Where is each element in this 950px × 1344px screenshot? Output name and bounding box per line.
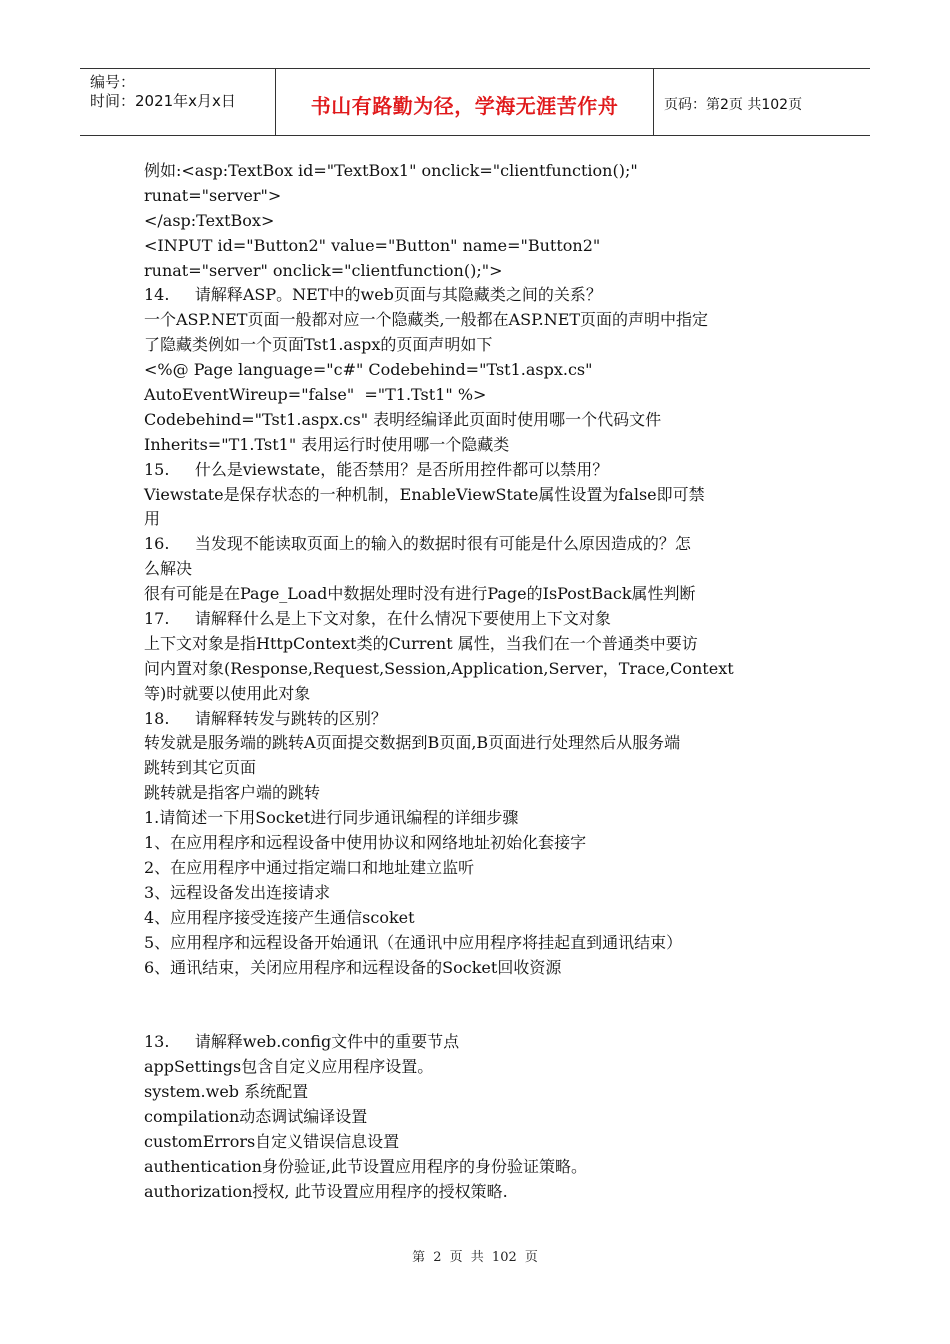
header-motto-cell bbox=[276, 69, 654, 135]
text-line: 转发就是服务端的跳转A页面提交数据到B页面,B页面进行处理然后从服务端 bbox=[144, 733, 681, 753]
text-line: system.web 系统配置 bbox=[144, 1081, 309, 1101]
header-date-label: 时间：2021年x月x日 bbox=[90, 92, 236, 110]
text-line: 跳转就是指客户端的跳转 bbox=[144, 783, 321, 803]
text-line: authorization授权, 此节设置应用程序的授权策略. bbox=[144, 1181, 508, 1201]
document-body bbox=[144, 159, 824, 1204]
text-line: 例如:<asp:TextBox id="TextBox1" onclick="clientfunction();" bbox=[144, 161, 638, 180]
page-footer: 第 2 页 共 102 页 bbox=[412, 1250, 538, 1265]
question-heading: 16. 当发现不能读取页面上的输入的数据时很有可能是什么原因造成的？怎 bbox=[144, 534, 691, 554]
text-line: authentication身份验证,此节设置应用程序的身份验证策略。 bbox=[144, 1156, 587, 1176]
question-heading: 14. 请解释ASP。NET中的web页面与其隐藏类之间的关系？ bbox=[144, 285, 602, 305]
text-line: 么解决 bbox=[144, 559, 193, 579]
text-line: 问内置对象(Response,Request,Session,Application,Server，Trace,Context bbox=[144, 658, 734, 678]
step-item: 1、在应用程序和远程设备中使用协议和网络地址初始化套接字 bbox=[144, 833, 587, 853]
question-heading: 15. 什么是viewstate，能否禁用？是否所用控件都可以禁用？ bbox=[144, 459, 609, 479]
text-line: customErrors自定义错误信息设置 bbox=[144, 1131, 400, 1151]
text-line: <%@ Page language="c#" Codebehind="Tst1.aspx.cs" bbox=[144, 360, 593, 380]
page-header bbox=[80, 68, 870, 136]
text-line: runat="server" onclick="clientfunction();"> bbox=[144, 260, 503, 280]
text-line: </asp:TextBox> bbox=[144, 210, 275, 230]
text-line: 等)时就要以使用此对象 bbox=[144, 683, 311, 703]
question-heading: 1.请简述一下用Socket进行同步通讯编程的详细步骤 bbox=[144, 808, 519, 828]
question-heading: 13. 请解释web.config文件中的重要节点 bbox=[144, 1032, 460, 1052]
text-line: 一个ASP.NET页面一般都对应一个隐藏类,一般都在ASP.NET页面的声明中指定 bbox=[144, 310, 709, 330]
step-item: 4、应用程序接受连接产生通信scoket bbox=[144, 907, 415, 927]
text-line: 了隐藏类例如一个页面Tst1.aspx的页面声明如下 bbox=[144, 335, 493, 355]
text-line: <INPUT id="Button2" value="Button" name="Button2" bbox=[144, 235, 601, 255]
header-number-label: 编号： bbox=[90, 73, 136, 91]
text-line: Codebehind="Tst1.aspx.cs" 表明经编译此页面时使用哪一个代码文件 bbox=[144, 409, 662, 429]
text-line: 很有可能是在Page_Load中数据处理时没有进行Page的IsPostBack属性判断 bbox=[144, 584, 696, 604]
blank-gap bbox=[144, 980, 824, 1030]
text-line: Viewstate是保存状态的一种机制，EnableViewState属性设置为false即可禁 bbox=[144, 484, 705, 504]
text-line: runat="server"> bbox=[144, 185, 282, 205]
step-item: 5、应用程序和远程设备开始通讯（在通讯中应用程序将挂起直到通讯结束） bbox=[144, 932, 683, 952]
text-line: AutoEventWireup="false" ="T1.Tst1" %> bbox=[144, 385, 487, 405]
text-line: appSettings包含自定义应用程序设置。 bbox=[144, 1057, 434, 1077]
header-motto: 书山有路勤为径，学海无涯苦作舟 bbox=[310, 93, 619, 118]
question-heading: 17. 请解释什么是上下文对象，在什么情况下要使用上下文对象 bbox=[144, 609, 611, 629]
header-page-info: 页码：第2页 共102页 bbox=[664, 97, 803, 113]
step-item: 3、远程设备发出连接请求 bbox=[144, 882, 331, 902]
header-meta-cell bbox=[80, 69, 276, 135]
header-page-cell bbox=[654, 69, 870, 135]
text-line: 用 bbox=[144, 509, 161, 529]
text-line: 跳转到其它页面 bbox=[144, 758, 257, 778]
text-line: Inherits="T1.Tst1" 表用运行时使用哪一个隐藏类 bbox=[144, 434, 510, 454]
question-heading: 18. 请解释转发与跳转的区别？ bbox=[144, 708, 387, 728]
text-line: 上下文对象是指HttpContext类的Current 属性，当我们在一个普通类中要访 bbox=[144, 633, 698, 653]
step-item: 6、通讯结束，关闭应用程序和远程设备的Socket回收资源 bbox=[144, 957, 562, 977]
text-line: compilation动态调试编译设置 bbox=[144, 1106, 368, 1126]
step-item: 2、在应用程序中通过指定端口和地址建立监听 bbox=[144, 857, 475, 877]
